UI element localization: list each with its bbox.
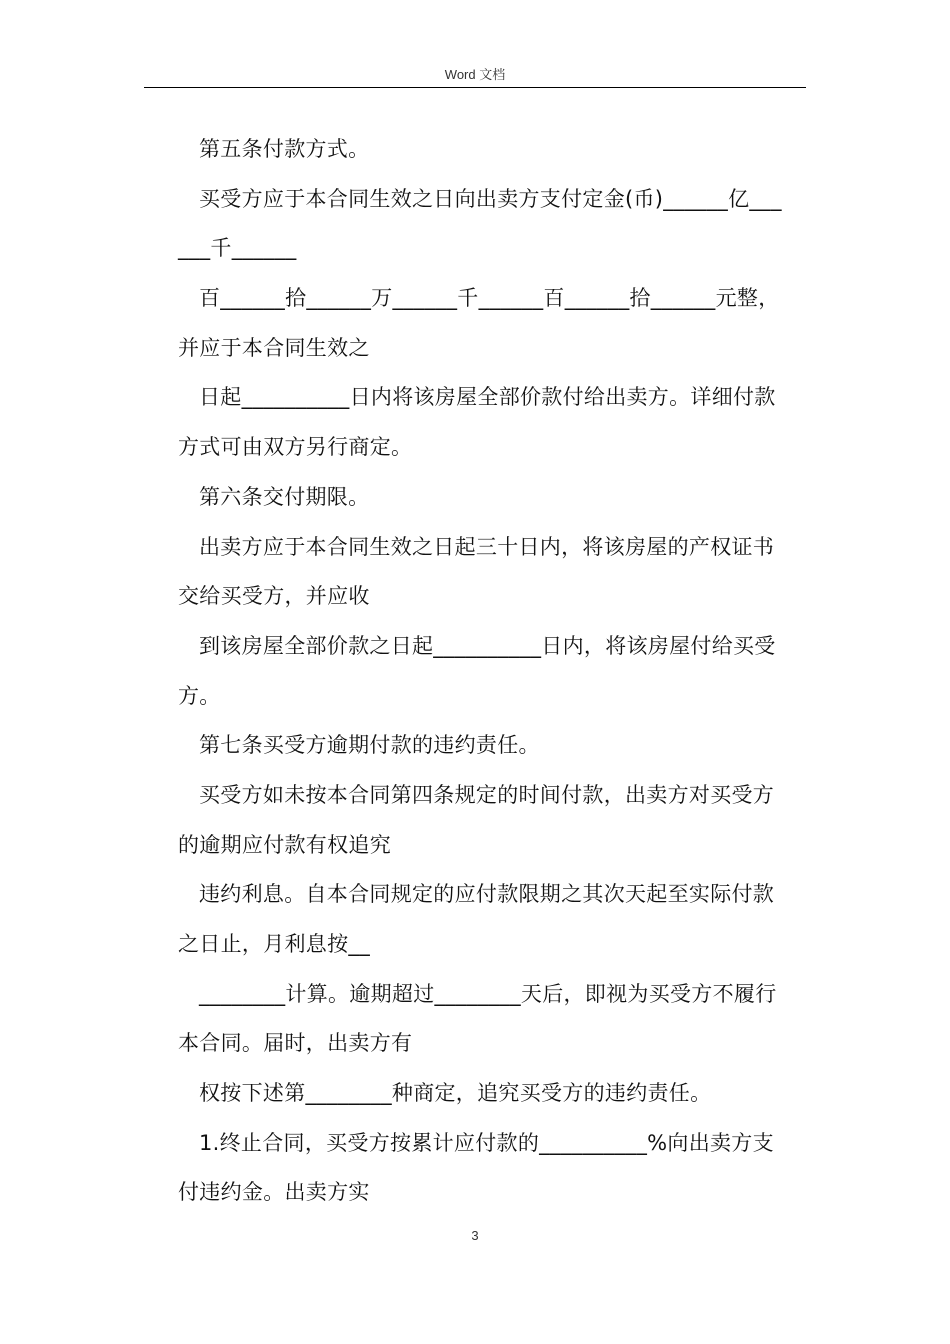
text-line: 买受方应于本合同生效之日向出卖方支付定金(币)______亿___ xyxy=(199,186,782,211)
page-number: 3 xyxy=(471,1228,479,1243)
text-line: 百______拾______万______千______百______拾______元整， xyxy=(199,286,780,311)
text-line: 并应于本合同生效之 xyxy=(178,335,370,360)
text-line: 方。 xyxy=(178,683,221,708)
text-line: 付违约金。出卖方实 xyxy=(178,1180,370,1205)
text-line: 日起__________日内将该房屋全部价款付给出卖方。详细付款 xyxy=(199,385,776,410)
text-line: 权按下述第________种商定，追究买受方的违约责任。 xyxy=(199,1081,712,1106)
text-line: 第七条买受方逾期付款的违约责任。 xyxy=(199,733,540,758)
page-header: Word 文档 xyxy=(444,67,506,82)
header-divider xyxy=(144,87,806,88)
text-line: 第五条付款方式。 xyxy=(199,137,370,161)
text-line: 第六条交付期限。 xyxy=(199,484,370,509)
text-line: 方式可由双方另行商定。 xyxy=(178,435,413,460)
text-line: ________计算。逾期超过________天后，即视为买受方不履行 xyxy=(199,981,777,1006)
text-line: 违约利息。自本合同规定的应付款限期之其次天起至实际付款 xyxy=(199,882,775,907)
text-line: 出卖方应于本合同生效之日起三十日内，将该房屋的产权证书 xyxy=(199,534,775,559)
text-line: 的逾期应付款有权追究 xyxy=(178,832,391,857)
text-line: 之日止，月利息按__ xyxy=(178,932,370,956)
text-line: 本合同。届时，出卖方有 xyxy=(178,1031,413,1056)
text-line: ___千______ xyxy=(178,236,297,261)
text-line: 1.终止合同，买受方按累计应付款的__________%向出卖方支 xyxy=(199,1130,774,1155)
text-line: 到该房屋全部价款之日起__________日内，将该房屋付给买受 xyxy=(199,633,776,658)
text-line: 交给买受方，并应收 xyxy=(178,584,370,609)
document-body xyxy=(178,125,804,1218)
text-line: 买受方如未按本合同第四条规定的时间付款，出卖方对买受方 xyxy=(199,782,775,807)
